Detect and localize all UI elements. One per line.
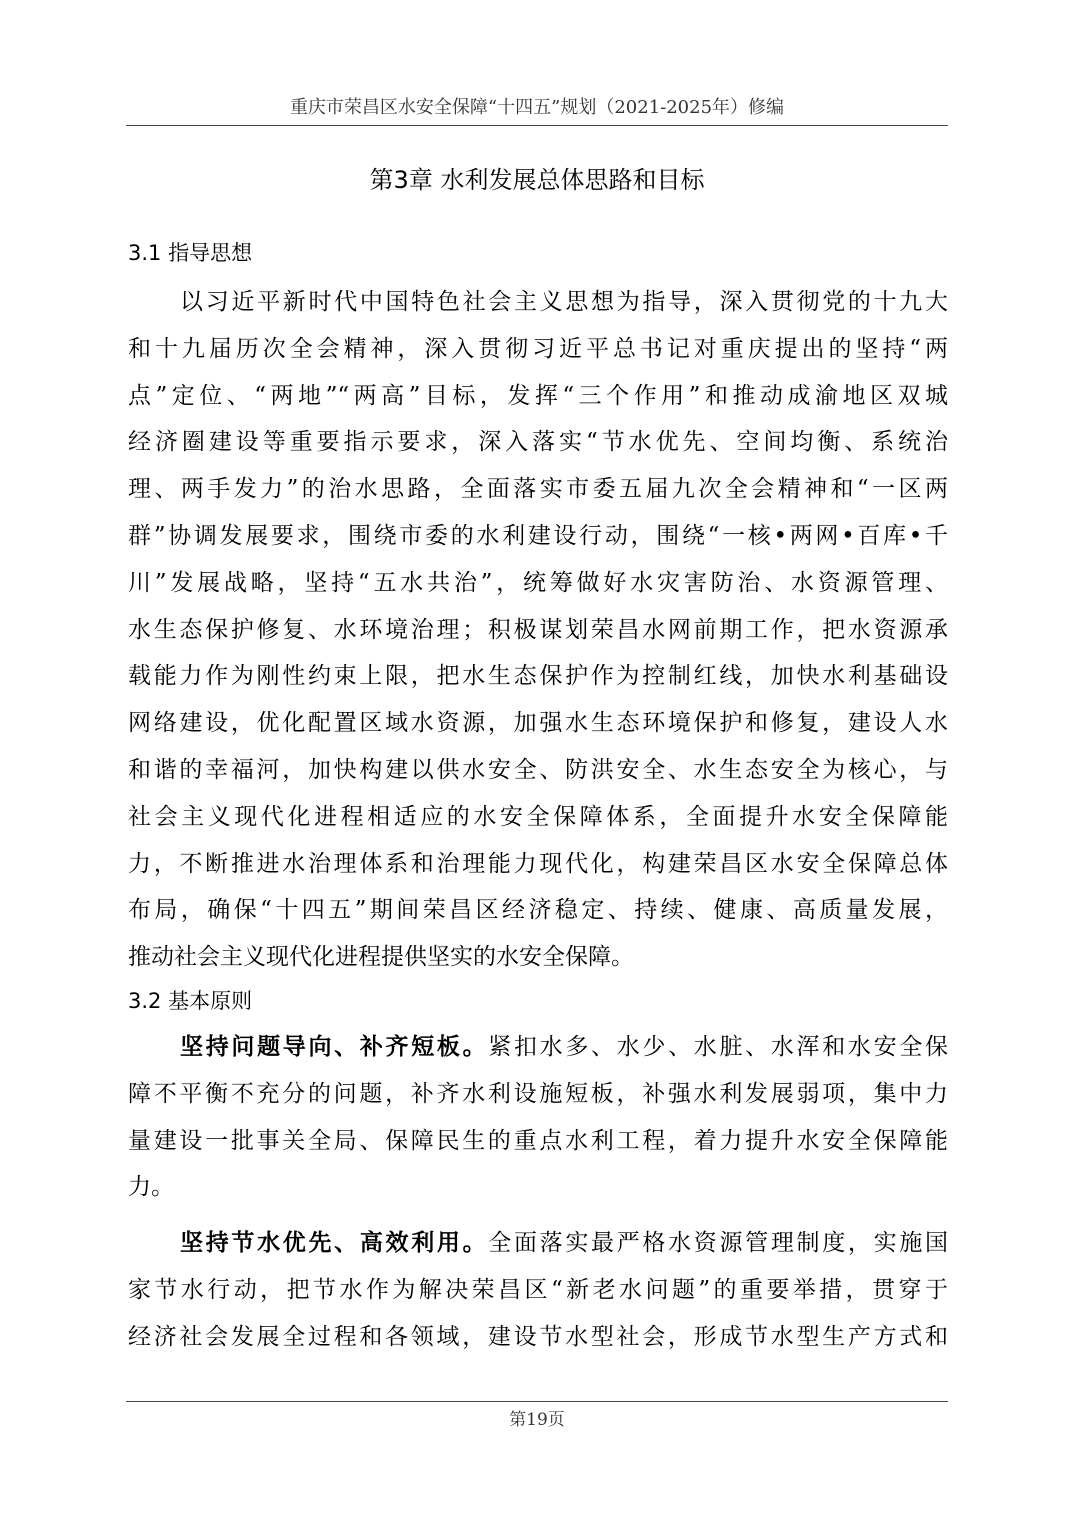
paragraph-line: 推动社会主义现代化进程提供坚实的水安全保障。 [128,944,634,971]
footer-rule [126,1401,948,1402]
paragraph-line: 网络建设，优化配置区域水资源，加强水生态环境保护和修复，建设人水 [128,710,948,737]
paragraph-line: 水生态保护修复、水环境治理；积极谋划荣昌水网前期工作，把水资源承 [128,616,948,643]
paragraph-first-line [128,1024,948,1071]
principle-text: 全面落实最严格水资源管理制度，实施国 [488,1230,949,1256]
running-header: 重庆市荣昌区水安全保障“十四五”规划（2021-2025年）修编 [289,97,785,118]
paragraph-water-saving [128,1220,948,1360]
paragraph-line: 和十九届历次全会精神，深入贯彻习近平总书记对重庆提出的坚持“两 [128,335,948,362]
paragraph-line: 和谐的幸福河，加快构建以供水安全、防洪安全、水生态安全为核心，与 [128,756,948,783]
paragraph-line: 经济圈建设等重要指示要求，深入落实“节水优先、空间均衡、系统治 [128,429,948,456]
paragraph-line: 以习近平新时代中国特色社会主义思想为指导，深入贯彻党的十九大 [180,289,948,315]
paragraph-line: 布局，确保“十四五”期间荣昌区经济稳定、持续、健康、高质量发展， [128,897,948,924]
paragraph-line: 理、两手发力”的治水思路，全面落实市委五届九次全会精神和“一区两 [128,476,948,503]
principle-lead: 坚持问题导向、补齐短板。 [180,1034,489,1060]
paragraph-line: 点”定位、“两地”“两高”目标，发挥“三个作用”和推动成渝地区双城 [128,382,948,409]
page-number: 第19页 [509,1410,565,1430]
paragraph-line: 载能力作为刚性约束上限，把水生态保护作为控制红线，加快水利基础设 [128,663,948,690]
header-rule [126,125,948,126]
paragraph-line: 力，不断推进水治理体系和治理能力现代化，构建荣昌区水安全保障总体 [128,850,948,877]
chapter-title: 第3章 水利发展总体思路和目标 [369,166,705,194]
paragraph-guiding-ideology [128,279,948,981]
paragraph-line: 经济社会发展全过程和各领域，建设节水型社会，形成节水型生产方式和 [128,1323,948,1350]
section-heading-3-1: 3.1 指导思想 [128,241,253,265]
paragraph-line: 群”协调发展要求，围绕市委的水利建设行动，围绕“一核•两网•百库•千 [128,522,948,549]
principle-text: 紧扣水多、水少、水脏、水浑和水安全保 [488,1034,949,1060]
paragraph-line: 家节水行动，把节水作为解决荣昌区“新老水问题”的重要举措，贯穿于 [128,1276,948,1303]
principle-lead: 坚持节水优先、高效利用。 [180,1230,489,1256]
paragraph-line: 川”发展战略，坚持“五水共治”，统筹做好水灾害防治、水资源管理、 [128,569,948,596]
paragraph-line: 力。 [128,1174,174,1201]
paragraph-problem-oriented [128,1024,948,1211]
paragraph-first-line [128,1220,948,1267]
section-heading-3-2: 3.2 基本原则 [128,989,253,1013]
paragraph-line: 社会主义现代化进程相适应的水安全保障体系，全面提升水安全保障能 [128,803,948,830]
paragraph-line: 障不平衡不充分的问题，补齐水利设施短板，补强水利发展弱项，集中力 [128,1080,948,1107]
paragraph-line: 量建设一批事关全局、保障民生的重点水利工程，着力提升水安全保障能 [128,1127,948,1154]
